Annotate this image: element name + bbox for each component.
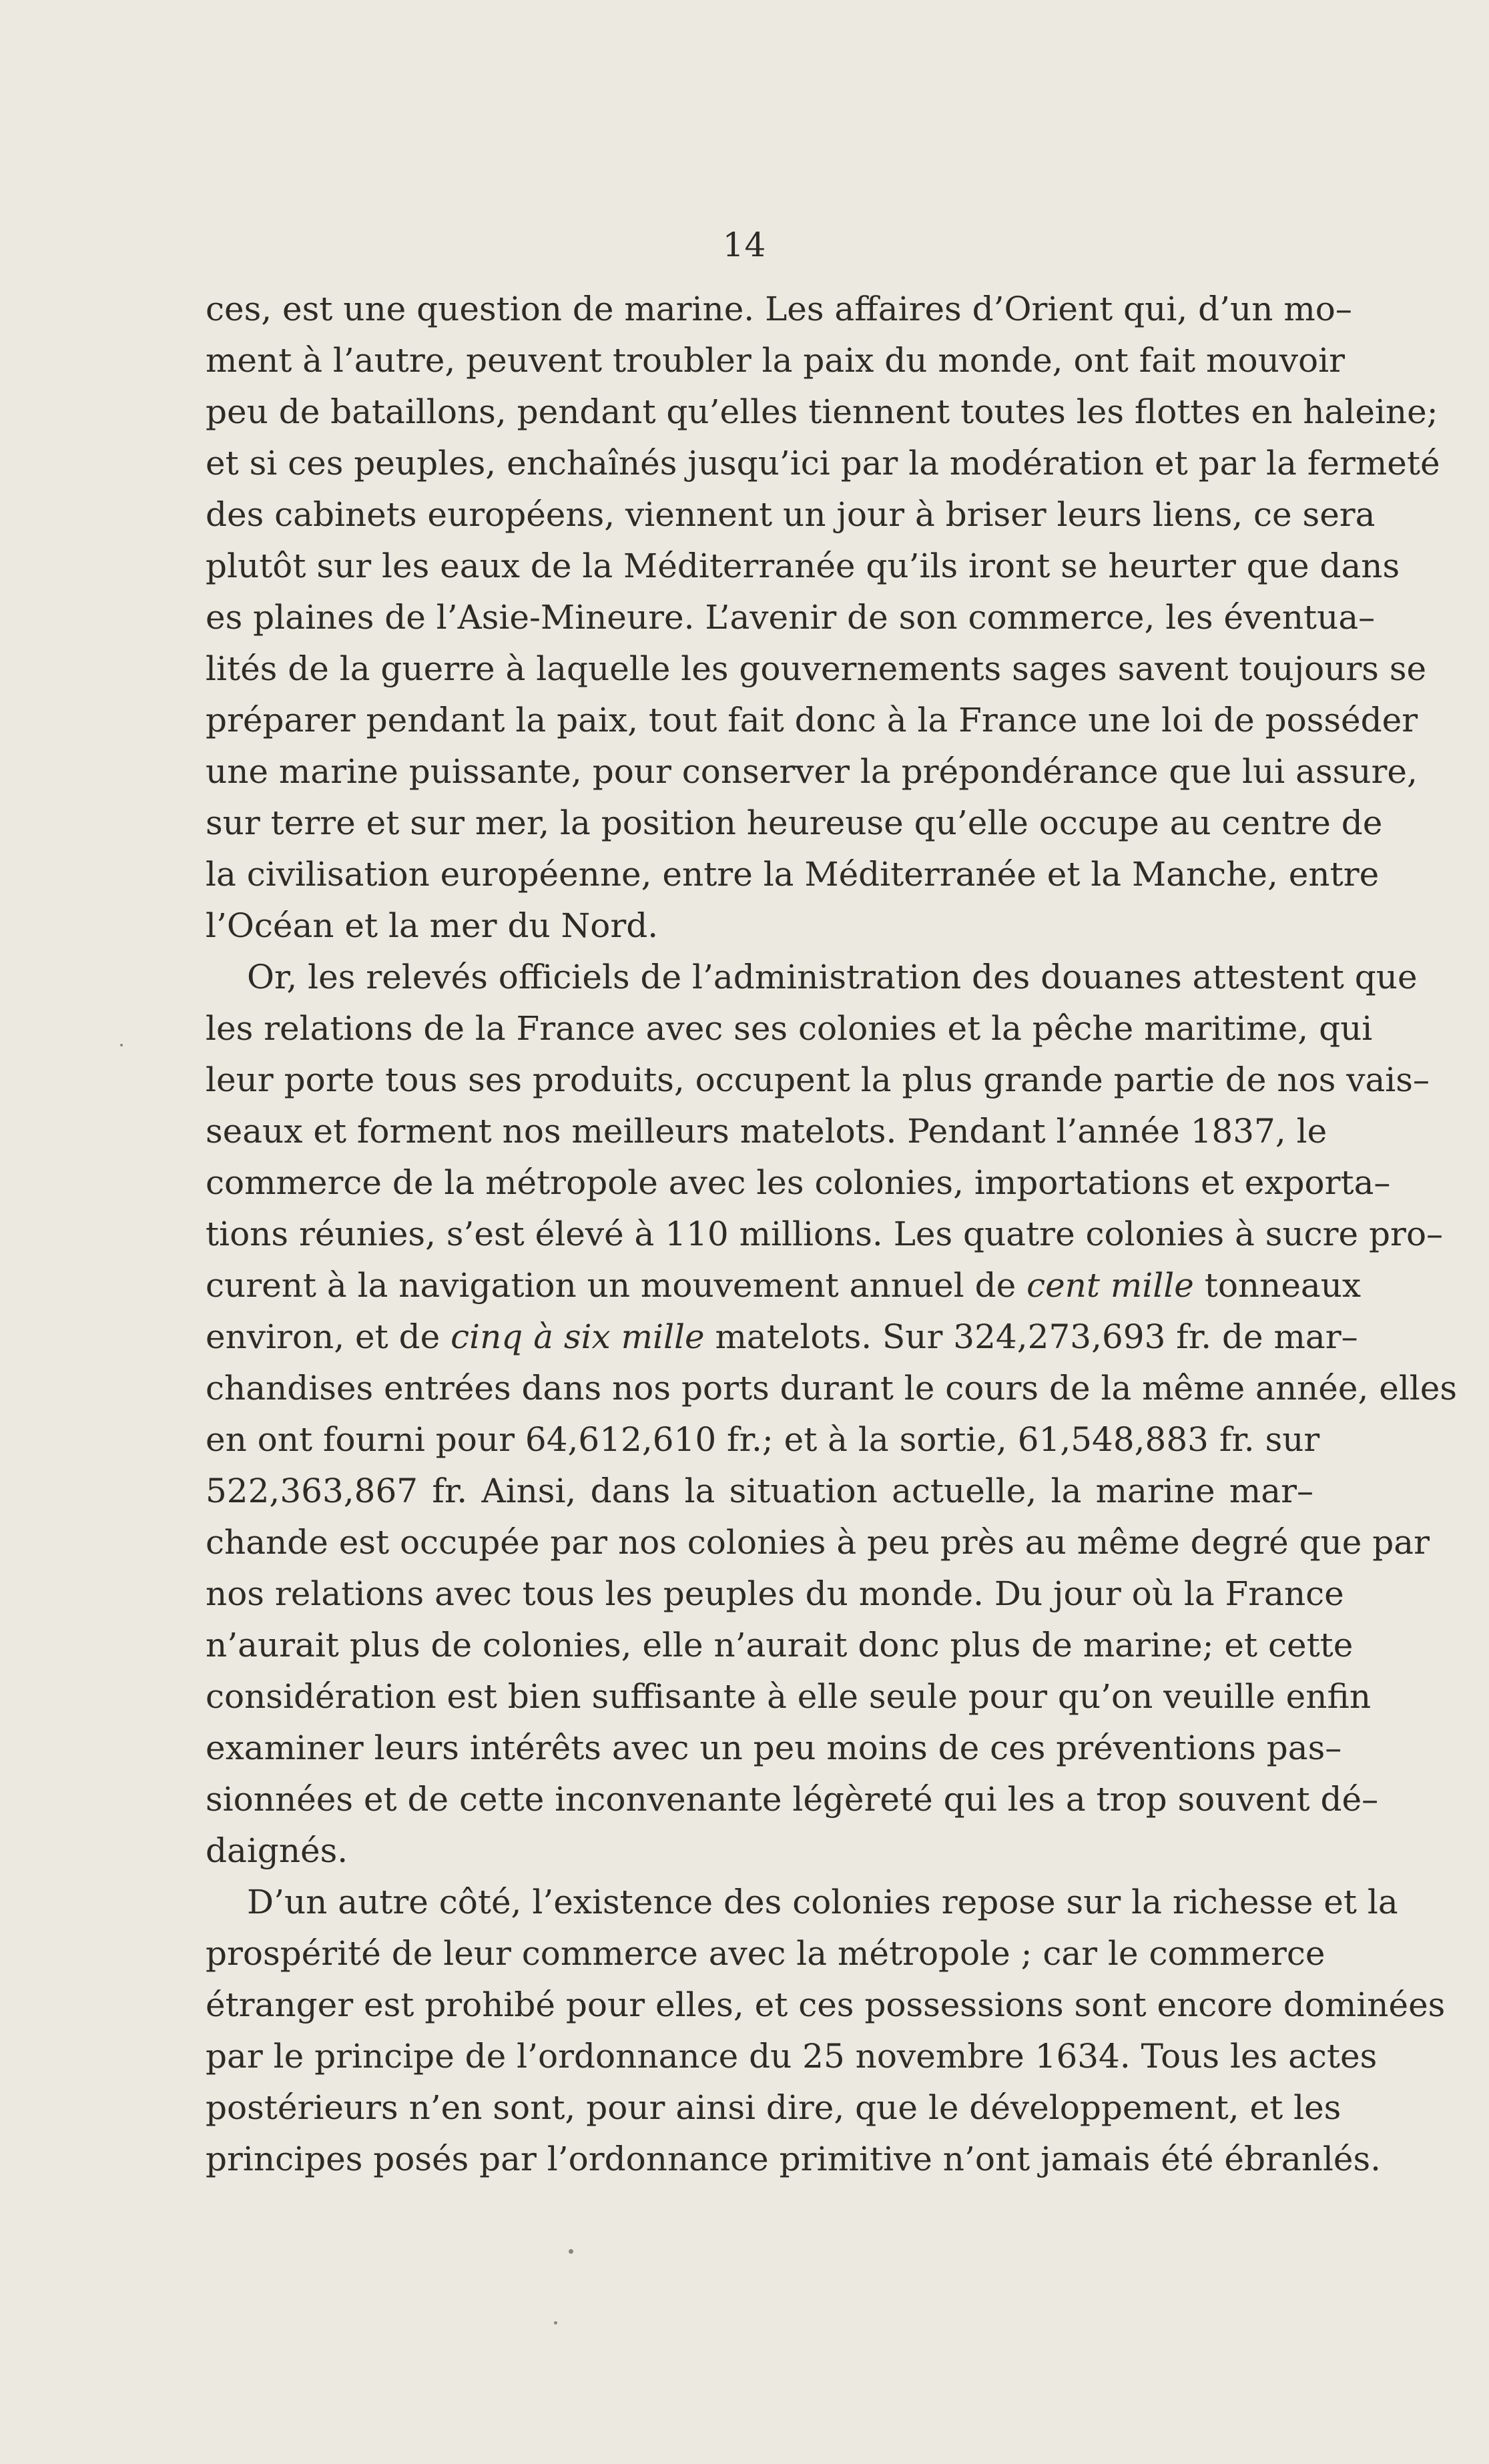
text-span: tonneaux bbox=[1193, 1266, 1362, 1305]
text-line: sionnées et de cette inconvenante légèreté qui les a trop souvent dé– bbox=[206, 1780, 1379, 1819]
text-line: par le principe de l’ordonnance du 25 novembre 1634. Tous les actes bbox=[206, 2037, 1378, 2076]
paragraph-end-line: daignés. bbox=[206, 1831, 348, 1870]
text-line: postérieurs n’en sont, pour ainsi dire, que le développement, et les bbox=[206, 2088, 1342, 2127]
text-line: plutôt sur les eaux de la Méditerranée qu’ils iront se heurter que dans bbox=[206, 547, 1400, 585]
italic-text: cinq à six mille bbox=[451, 1317, 705, 1356]
text-line: les relations de la France avec ses colonies et la pêche maritime, qui bbox=[206, 1009, 1373, 1048]
text-line: des cabinets européens, viennent un jour à briser leurs liens, ce sera bbox=[206, 495, 1376, 534]
body-text bbox=[206, 284, 1458, 2185]
italic-text: cent mille bbox=[1026, 1266, 1194, 1305]
text-line: leur porte tous ses produits, occupent la plus grande partie de nos vais– bbox=[206, 1060, 1430, 1099]
text-line: considération est bien suffisante à elle seule pour qu’on veuille enfin bbox=[206, 1677, 1372, 1716]
text-span: matelots. Sur 324,273,693 fr. de mar– bbox=[704, 1317, 1358, 1356]
paper-speck bbox=[569, 2249, 573, 2254]
paper-speck bbox=[554, 2321, 557, 2325]
text-span: curent à la navigation un mouvement annuel de bbox=[206, 1266, 1027, 1305]
text-line: seaux et forment nos meilleurs matelots. Pendant l’année 1837, le bbox=[206, 1112, 1327, 1151]
text-span: environ, et de bbox=[206, 1317, 451, 1356]
text-line: et si ces peuples, enchaînés jusqu’ici par la modération et par la fermeté bbox=[206, 444, 1440, 483]
text-line: es plaines de l’Asie-Mineure. L’avenir de son commerce, les éventua– bbox=[206, 598, 1376, 637]
text-line: 522,363,867 fr. Ainsi, dans la situation actuelle, la marine mar– bbox=[206, 1472, 1313, 1510]
text-line: une marine puissante, pour conserver la prépondérance que lui assure, bbox=[206, 752, 1418, 791]
text-line: étranger est prohibé pour elles, et ces possessions sont encore dominées bbox=[206, 1985, 1446, 2024]
text-line: en ont fourni pour 64,612,610 fr.; et à la sortie, 61,548,883 fr. sur bbox=[206, 1420, 1320, 1459]
text-line: commerce de la métropole avec les colonies, importations et exporta– bbox=[206, 1163, 1391, 1202]
text-line: ces, est une question de marine. Les affaires d’Orient qui, d’un mo– bbox=[206, 290, 1352, 328]
text-line: la civilisation européenne, entre la Méditerranée et la Manche, entre bbox=[206, 855, 1380, 894]
paragraph-start-line: D’un autre côté, l’existence des colonies repose sur la richesse et la bbox=[247, 1883, 1398, 1921]
text-line: préparer pendant la paix, tout fait donc à la France une loi de posséder bbox=[206, 701, 1418, 739]
text-line: ment à l’autre, peuvent troubler la paix du monde, ont fait mouvoir bbox=[206, 341, 1346, 380]
paragraph-end-line: l’Océan et la mer du Nord. bbox=[206, 906, 659, 945]
text-line: tions réunies, s’est élevé à 110 millions. Les quatre colonies à sucre pro– bbox=[206, 1215, 1444, 1253]
paper-speck bbox=[120, 1044, 123, 1046]
text-line: prospérité de leur commerce avec la métropole ; car le commerce bbox=[206, 1934, 1325, 1973]
text-line: examiner leurs intérêts avec un peu moins de ces préventions pas– bbox=[206, 1729, 1342, 1767]
text-line bbox=[206, 1311, 1358, 1363]
text-line: n’aurait plus de colonies, elle n’aurait donc plus de marine; et cette bbox=[206, 1626, 1354, 1664]
text-line: chandises entrées dans nos ports durant le cours de la même année, elles bbox=[206, 1369, 1458, 1408]
text-line: nos relations avec tous les peuples du monde. Du jour où la France bbox=[206, 1574, 1344, 1613]
text-line: sur terre et sur mer, la position heureuse qu’elle occupe au centre de bbox=[206, 804, 1383, 842]
page-number: 14 bbox=[722, 226, 767, 264]
text-line: principes posés par l’ordonnance primitive n’ont jamais été ébranlés. bbox=[206, 2140, 1382, 2178]
text-line bbox=[206, 1260, 1362, 1311]
paragraph-start-line: Or, les relevés officiels de l’administration des douanes attestent que bbox=[247, 958, 1418, 996]
text-line: lités de la guerre à laquelle les gouvernements sages savent toujours se bbox=[206, 649, 1427, 688]
text-line: chande est occupée par nos colonies à peu près au même degré que par bbox=[206, 1523, 1430, 1562]
text-line: peu de bataillons, pendant qu’elles tiennent toutes les flottes en haleine; bbox=[206, 392, 1438, 431]
